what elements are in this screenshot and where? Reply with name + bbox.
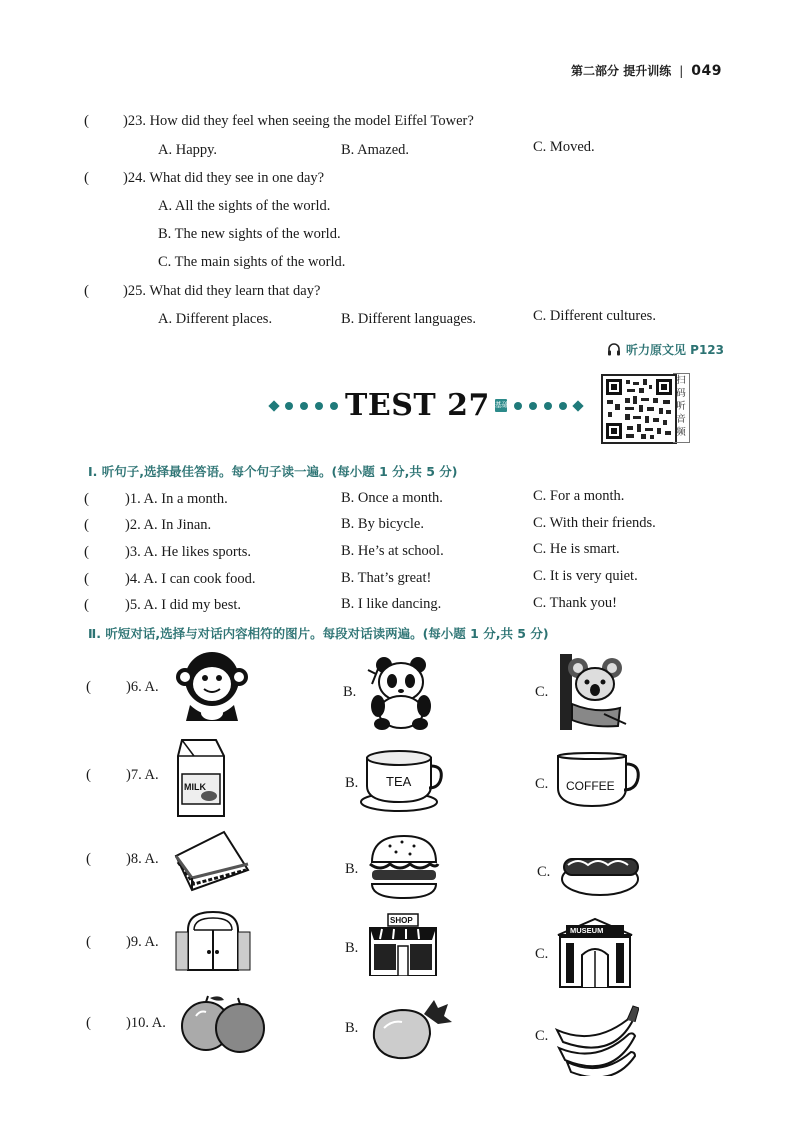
doorway-picture[interactable] (174, 910, 252, 972)
option-10a-label: )10. A. (126, 1015, 166, 1031)
apples-picture[interactable] (180, 994, 270, 1054)
listening-reference-text: 听力原文见 P123 (625, 343, 724, 357)
option-25b: B. Different languages. (341, 311, 477, 327)
answer-paren[interactable]: ( (86, 679, 91, 695)
option-6b-label: B. (343, 684, 357, 700)
monkey-picture[interactable] (172, 647, 252, 725)
option-25c: C. Different cultures. (533, 308, 656, 324)
option-24c: C. The main sights of the world. (158, 254, 346, 270)
hot-dog-picture[interactable] (558, 845, 644, 899)
bananas-picture[interactable] (553, 1002, 639, 1076)
option-10c-label: C. (535, 1028, 549, 1044)
qr-code-icon (603, 376, 675, 442)
answer-paren[interactable]: ( (84, 283, 89, 299)
header-separator: | (679, 64, 684, 78)
option-5a: )5. A. I did my best. (125, 597, 241, 613)
question-23: )23. How did they feel when seeing the model Eiffel Tower? (123, 113, 474, 129)
sandwich-picture[interactable] (172, 830, 252, 892)
option-9b-label: B. (345, 940, 359, 956)
answer-paren[interactable]: ( (86, 934, 91, 950)
listening-reference (607, 341, 724, 358)
option-7b-label: B. (345, 775, 359, 791)
answer-paren[interactable]: ( (84, 517, 89, 533)
scan-label: 扫码听音频 (673, 373, 690, 443)
option-5b: B. I like dancing. (341, 596, 442, 612)
page-header (571, 62, 722, 79)
option-1a: )1. A. In a month. (125, 491, 228, 507)
answer-paren[interactable]: ( (86, 767, 91, 783)
title-dots-right (514, 402, 582, 410)
tea-label: TEA (386, 774, 412, 789)
question-24: )24. What did they see in one day? (123, 170, 325, 186)
answer-paren[interactable]: ( (86, 851, 91, 867)
page-number: 049 (691, 63, 722, 79)
option-23c: C. Moved. (533, 139, 595, 155)
panda-picture[interactable] (364, 654, 438, 730)
test-tag: 基础 (495, 399, 507, 412)
option-24b: B. The new sights of the world. (158, 226, 341, 242)
headphones-icon (607, 343, 621, 356)
option-2b: B. By bicycle. (341, 516, 424, 532)
shop-picture[interactable] (366, 912, 440, 976)
section-1-heading: Ⅰ. 听句子,选择最佳答语。每个句子读一遍。(每小题 1 分,共 5 分) (88, 464, 458, 479)
option-4b: B. That’s great! (341, 570, 432, 586)
option-23b: B. Amazed. (341, 142, 410, 158)
shop-label: SHOP (390, 916, 413, 925)
section-label: 第二部分 提升训练 (571, 64, 672, 78)
museum-picture[interactable] (556, 917, 634, 989)
coffee-label: COFFEE (566, 779, 615, 793)
option-1b: B. Once a month. (341, 490, 443, 506)
option-25a: A. Different places. (158, 311, 273, 327)
tea-cup-picture[interactable] (359, 748, 443, 812)
option-1c: C. For a month. (533, 488, 625, 504)
option-4c: C. It is very quiet. (533, 568, 638, 584)
qr-code[interactable] (601, 374, 677, 444)
question-25: )25. What did they learn that day? (123, 283, 321, 299)
option-9a-label: )9. A. (126, 934, 159, 950)
option-3b: B. He’s at school. (341, 543, 444, 559)
option-8c-label: C. (537, 864, 551, 880)
museum-label: MUSEUM (570, 926, 604, 935)
answer-paren[interactable]: ( (86, 1015, 91, 1031)
option-10b-label: B. (345, 1020, 359, 1036)
option-6c-label: C. (535, 684, 549, 700)
option-2a: )2. A. In Jinan. (125, 517, 212, 533)
option-8b-label: B. (345, 861, 359, 877)
section-2-heading: Ⅱ. 听短对话,选择与对话内容相符的图片。每段对话读两遍。(每小题 1 分,共 5 分) (88, 626, 549, 641)
answer-paren[interactable]: ( (84, 113, 89, 129)
option-7a-label: )7. A. (126, 767, 159, 783)
option-3a: )3. A. He likes sports. (125, 544, 252, 560)
mango-picture[interactable] (368, 998, 452, 1062)
option-8a-label: )8. A. (126, 851, 159, 867)
option-3c: C. He is smart. (533, 541, 620, 557)
test-name: TEST 27 (345, 388, 490, 423)
answer-paren[interactable]: ( (84, 571, 89, 587)
milk-carton-picture[interactable] (172, 738, 230, 818)
test-title (270, 388, 582, 423)
coffee-cup-picture[interactable] (556, 752, 642, 808)
option-23a: A. Happy. (158, 142, 218, 158)
option-6a-label: )6. A. (126, 679, 159, 695)
option-4a: )4. A. I can cook food. (125, 571, 256, 587)
option-9c-label: C. (535, 946, 549, 962)
option-2c: C. With their friends. (533, 515, 656, 531)
answer-paren[interactable]: ( (84, 170, 89, 186)
option-24a: A. All the sights of the world. (158, 198, 331, 214)
answer-paren[interactable]: ( (84, 544, 89, 560)
hamburger-picture[interactable] (368, 834, 440, 900)
koala-picture[interactable] (556, 654, 628, 730)
answer-paren[interactable]: ( (84, 491, 89, 507)
option-5c: C. Thank you! (533, 595, 617, 611)
title-dots-left (270, 402, 338, 410)
answer-paren[interactable]: ( (84, 597, 89, 613)
option-7c-label: C. (535, 776, 549, 792)
milk-label: MILK (184, 782, 206, 792)
